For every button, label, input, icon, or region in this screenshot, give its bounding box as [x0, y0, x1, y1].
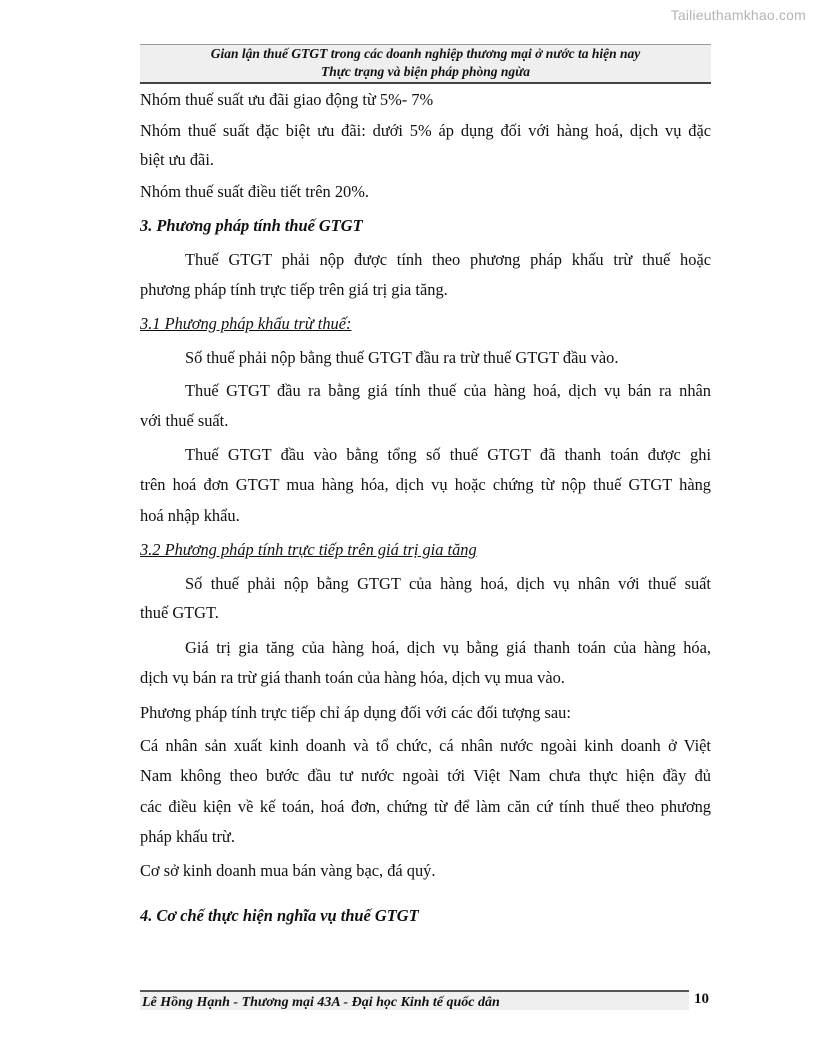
- page-number: 10: [694, 991, 709, 1007]
- paragraph-line: Thuế GTGT đầu ra bằng giá tính thuế của hàng hoá, dịch vụ bán ra nhân: [185, 381, 711, 400]
- paragraph-line: Giá trị gia tăng của hàng hoá, dịch vụ bằng giá thanh toán của hàng hóa,: [185, 638, 711, 657]
- section-heading-4: 4. Cơ chế thực hiện nghĩa vụ thuế GTGT: [140, 906, 419, 925]
- paragraph-line: Nam không theo bước đầu tư nước ngoài tới Việt Nam chưa thực hiện đầy đủ: [140, 766, 711, 785]
- paragraph-line: Nhóm thuế suất đặc biệt ưu đãi: dưới 5% áp dụng đối với hàng hoá, dịch vụ đặc: [140, 121, 711, 140]
- paragraph-line: với thuế suất.: [140, 411, 229, 430]
- paragraph-line: dịch vụ bán ra trừ giá thanh toán của hàng hóa, dịch vụ mua vào.: [140, 668, 565, 687]
- paragraph-line: trên hoá đơn GTGT mua hàng hóa, dịch vụ hoặc chứng từ nộp thuế GTGT hàng: [140, 475, 711, 494]
- paragraph: Số thuế phải nộp bằng thuế GTGT đầu ra trừ thuế GTGT đầu vào.: [185, 348, 619, 367]
- subsection-heading-3-1: 3.1 Phương pháp khấu trừ thuế:: [140, 314, 352, 333]
- paragraph-line: Cá nhân sản xuất kinh doanh và tổ chức, cá nhân nước ngoài kinh doanh ở Việt: [140, 736, 711, 755]
- paragraph: Phương pháp tính trực tiếp chỉ áp dụng đối với các đối tượng sau:: [140, 703, 571, 722]
- paragraph-line: biệt ưu đãi.: [140, 150, 214, 169]
- paragraph-line: Số thuế phải nộp bằng GTGT của hàng hoá, dịch vụ nhân với thuế suất: [185, 574, 711, 593]
- paragraph-line: phương pháp tính trực tiếp trên giá trị gia tăng.: [140, 280, 448, 299]
- paragraph-line: Thuế GTGT đầu vào bằng tổng số thuế GTGT đã thanh toán được ghi: [185, 445, 711, 464]
- page-header: [140, 44, 711, 84]
- paragraph-line: Thuế GTGT phải nộp được tính theo phương pháp khấu trừ thuế hoặc: [185, 250, 711, 269]
- watermark: Tailieuthamkhao.com: [670, 7, 806, 23]
- paragraph-line: thuế GTGT.: [140, 603, 219, 622]
- paragraph: Nhóm thuế suất điều tiết trên 20%.: [140, 182, 369, 201]
- paragraph: Cơ sở kinh doanh mua bán vàng bạc, đá quý.: [140, 861, 436, 880]
- paragraph-line: hoá nhập khẩu.: [140, 506, 240, 525]
- header-subtitle: Thực trạng và biện pháp phòng ngừa: [321, 64, 530, 79]
- paragraph: Nhóm thuế suất ưu đãi giao động từ 5%- 7%: [140, 90, 434, 109]
- subsection-heading-3-2: 3.2 Phương pháp tính trực tiếp trên giá trị gia tăng: [140, 540, 477, 559]
- header-title: Gian lận thuế GTGT trong các doanh nghiệp thương mại ở nước ta hiện nay: [210, 46, 641, 61]
- page-footer: Lê Hồng Hạnh - Thương mại 43A - Đại học Kinh tế quốc dân: [140, 990, 689, 1010]
- section-heading-3: 3. Phương pháp tính thuế GTGT: [140, 216, 363, 235]
- paragraph-line: các điều kiện về kế toán, hoá đơn, chứng từ để làm căn cứ tính thuế theo phương: [140, 797, 711, 816]
- paragraph-line: pháp khấu trừ.: [140, 827, 235, 846]
